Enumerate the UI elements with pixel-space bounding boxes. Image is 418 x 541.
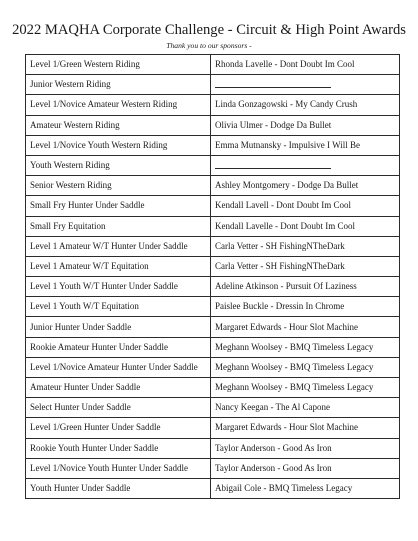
awards-table-body bbox=[26, 55, 400, 499]
table-row bbox=[26, 216, 400, 236]
winner-cell: Taylor Anderson - Good As Iron bbox=[211, 458, 400, 478]
table-row bbox=[26, 95, 400, 115]
table-row bbox=[26, 317, 400, 337]
winner-cell: Margaret Edwards - Hour Slot Machine bbox=[211, 317, 400, 337]
table-row bbox=[26, 478, 400, 498]
winner-cell bbox=[211, 155, 400, 175]
table-row bbox=[26, 256, 400, 276]
winner-cell: Adeline Atkinson - Pursuit Of Laziness bbox=[211, 277, 400, 297]
winner-cell: Carla Vetter - SH FishingNTheDark bbox=[211, 256, 400, 276]
table-row bbox=[26, 277, 400, 297]
table-row bbox=[26, 378, 400, 398]
class-name-cell: Small Fry Hunter Under Saddle bbox=[26, 196, 211, 216]
winner-cell: Carla Vetter - SH FishingNTheDark bbox=[211, 236, 400, 256]
class-name-cell: Level 1 Youth W/T Hunter Under Saddle bbox=[26, 277, 211, 297]
table-row bbox=[26, 297, 400, 317]
class-name-cell: Level 1/Novice Youth Hunter Under Saddle bbox=[26, 458, 211, 478]
winner-cell: Ashley Montgomery - Dodge Da Bullet bbox=[211, 176, 400, 196]
winner-cell: Abigail Cole - BMQ Timeless Legacy bbox=[211, 478, 400, 498]
class-name-cell: Youth Western Riding bbox=[26, 155, 211, 175]
blank-entry-line bbox=[215, 160, 331, 169]
winner-cell: Kendall Lavelle - Dont Doubt Im Cool bbox=[211, 216, 400, 236]
page-title: 2022 MAQHA Corporate Challenge - Circuit & High Point Awards bbox=[12, 22, 406, 38]
winner-cell: Kendall Lavell - Dont Doubt Im Cool bbox=[211, 196, 400, 216]
winner-cell: Paislee Buckle - Dressin In Chrome bbox=[211, 297, 400, 317]
awards-table bbox=[25, 54, 400, 499]
table-row bbox=[26, 176, 400, 196]
table-row bbox=[26, 357, 400, 377]
class-name-cell: Small Fry Equitation bbox=[26, 216, 211, 236]
class-name-cell: Level 1/Novice Amateur Western Riding bbox=[26, 95, 211, 115]
table-row bbox=[26, 337, 400, 357]
table-row bbox=[26, 196, 400, 216]
sponsor-note: Thank you to our sponsors - bbox=[166, 41, 252, 50]
class-name-cell: Level 1/Novice Amateur Hunter Under Saddle bbox=[26, 357, 211, 377]
table-row bbox=[26, 236, 400, 256]
winner-cell: Emma Mutnansky - Impulsive I Will Be bbox=[211, 135, 400, 155]
class-name-cell: Level 1/Novice Youth Western Riding bbox=[26, 135, 211, 155]
class-name-cell: Level 1 Amateur W/T Hunter Under Saddle bbox=[26, 236, 211, 256]
table-row bbox=[26, 135, 400, 155]
table-row bbox=[26, 55, 400, 75]
class-name-cell: Level 1/Green Western Riding bbox=[26, 55, 211, 75]
winner-cell: Meghann Woolsey - BMQ Timeless Legacy bbox=[211, 378, 400, 398]
class-name-cell: Amateur Hunter Under Saddle bbox=[26, 378, 211, 398]
winner-cell bbox=[211, 75, 400, 95]
class-name-cell: Junior Western Riding bbox=[26, 75, 211, 95]
class-name-cell: Level 1/Green Hunter Under Saddle bbox=[26, 418, 211, 438]
class-name-cell: Rookie Amateur Hunter Under Saddle bbox=[26, 337, 211, 357]
winner-cell: Nancy Keegan - The Al Capone bbox=[211, 398, 400, 418]
winner-cell: Olivia Ulmer - Dodge Da Bullet bbox=[211, 115, 400, 135]
table-row bbox=[26, 155, 400, 175]
blank-entry-line bbox=[215, 79, 331, 88]
class-name-cell: Level 1 Amateur W/T Equitation bbox=[26, 256, 211, 276]
table-row bbox=[26, 75, 400, 95]
class-name-cell: Amateur Western Riding bbox=[26, 115, 211, 135]
winner-cell: Taylor Anderson - Good As Iron bbox=[211, 438, 400, 458]
winner-cell: Margaret Edwards - Hour Slot Machine bbox=[211, 418, 400, 438]
table-row bbox=[26, 458, 400, 478]
class-name-cell: Junior Hunter Under Saddle bbox=[26, 317, 211, 337]
winner-cell: Meghann Woolsey - BMQ Timeless Legacy bbox=[211, 337, 400, 357]
class-name-cell: Youth Hunter Under Saddle bbox=[26, 478, 211, 498]
winner-cell: Meghann Woolsey - BMQ Timeless Legacy bbox=[211, 357, 400, 377]
table-row bbox=[26, 438, 400, 458]
class-name-cell: Rookie Youth Hunter Under Saddle bbox=[26, 438, 211, 458]
winner-cell: Rhonda Lavelle - Dont Doubt Im Cool bbox=[211, 55, 400, 75]
winner-cell: Linda Gonzagowski - My Candy Crush bbox=[211, 95, 400, 115]
class-name-cell: Senior Western Riding bbox=[26, 176, 211, 196]
class-name-cell: Select Hunter Under Saddle bbox=[26, 398, 211, 418]
table-row bbox=[26, 418, 400, 438]
class-name-cell: Level 1 Youth W/T Equitation bbox=[26, 297, 211, 317]
table-row bbox=[26, 398, 400, 418]
table-row bbox=[26, 115, 400, 135]
